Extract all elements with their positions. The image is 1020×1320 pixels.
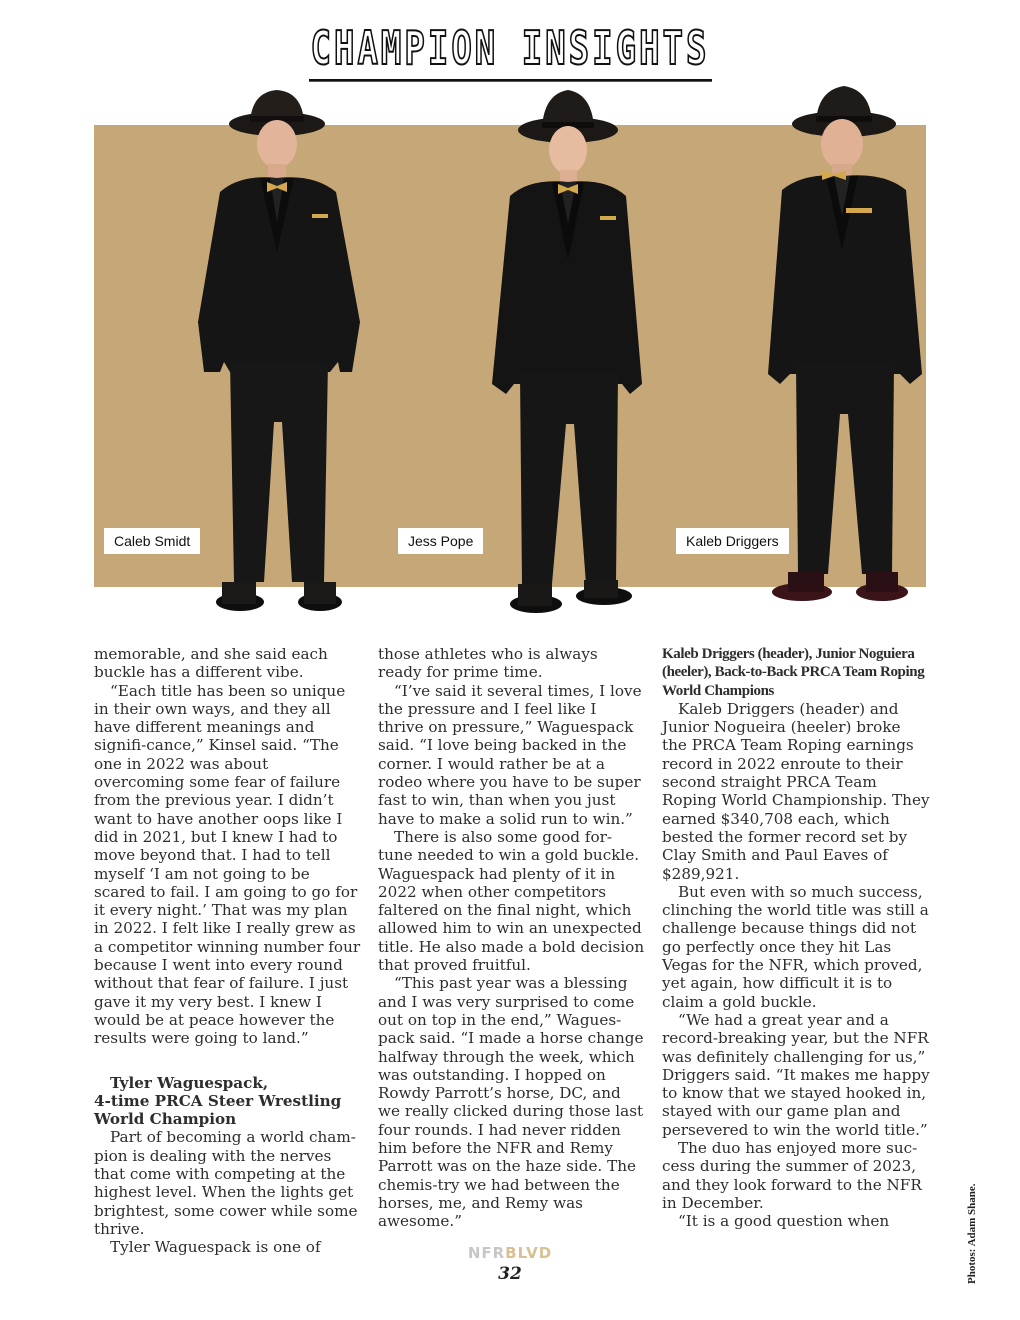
paragraph: memorable, and she said each buckle has a different vibe. [94, 645, 328, 682]
name-label-jess-pope: Jess Pope [398, 528, 483, 554]
paragraph: But even with so much success, clinching the world title was still a challenge because things did not go perfectly once they hit Las Vegas for the NFR, which proved, yet again, how difficult it is to claim a gold buckle. [662, 882, 929, 1011]
name-label-kaleb-driggers: Kaleb Driggers [676, 528, 789, 554]
footer-logo [0, 1244, 1020, 1262]
name-label-caleb-smidt: Caleb Smidt [104, 528, 200, 554]
paragraph: “We had a great year and a record-breaking year, but the NFR was definitely challenging for us,” Driggers said. “It makes me happy to know that we stayed hooked in, stayed with our game plan and persevered to win the world title.” [662, 1010, 930, 1139]
paragraph: The duo has enjoyed more suc-cess during the summer of 2023, and they look forward to the NFR in December. [662, 1139, 922, 1212]
article-column-1 [94, 645, 362, 1257]
paragraph: Kaleb Driggers (header) and Junior Nogueira (heeler) broke the PRCA Team Roping earnings record in 2022 enroute to their second straight PRCA Team Roping World Championship. They earned $340,708 each, which bested the former record set by Clay Smith and Paul Eaves of $289,921. [662, 699, 930, 883]
paragraph: “Each title has been so unique in their own ways, and they all have different meanings and signifi-cance,” Kinsel said. “The one in 2022 was about overcoming some fear of failure from the previous year. I didn’t want to have another oops like I did in 2021, but I knew I had to move beyond that. I had to tell myself ‘I am not going to be scared to fail. I am going to go for it every night.’ That was my plan in 2022. I felt like I really grew as a competitor winning number four because I went into every round without that fear of failure. I just gave it my very best. I knew I would be at peace however the results were going to land.” [94, 681, 361, 1048]
paragraph: “I’ve said it several times, I love the pressure and I feel like I thrive on pressure,” Waguespack said. “I love being backed in the corner. I would rather be at a rodeo where you have to be super fast to win, than when you just have to make a solid run to win.” [378, 681, 642, 828]
article-column-2 [378, 645, 646, 1231]
article-column-3 [662, 645, 930, 1231]
logo-blvd: BLVD [505, 1244, 553, 1262]
photo-credit: Photos: Adam Shane. [966, 1183, 978, 1284]
paragraph: “This past year was a blessing and I was very surprised to come out on top in the end,” Wagues-pack said. “I made a horse change halfway through the week, which was outstanding. I hopped on Rowdy Parrott’s horse, DC, and we really clicked during those last four rounds. I had never ridden him before the NFR and Remy Parrott was on the haze side. The chemis-try we had between the horses, me, and Remy was awesome.” [378, 974, 644, 1231]
cowboy-figure-caleb-smidt [190, 82, 380, 614]
section-heading-line: 4-time PRCA Steer Wrestling World Champion [94, 1091, 342, 1129]
section-heading-line: Tyler Waguespack, [110, 1073, 269, 1092]
section-heading-driggers-nogueira: Kaleb Driggers (header), Junior Noguiera (heeler), Back-to-Back PRCA Team Roping World Champions [662, 646, 925, 699]
section-heading-waguespack [94, 1074, 362, 1129]
logo-nfr: NFR [467, 1244, 506, 1262]
paragraph: Tyler Waguespack is one of [110, 1238, 321, 1257]
paragraph: “It is a good question when [678, 1212, 890, 1231]
paragraph: Part of becoming a world cham-pion is dealing with the nerves that come with competing at the highest level. When the lights get brightest, some cower while some thrive. [94, 1128, 358, 1238]
paragraph: There is also some good for-tune needed to win a gold buckle. Waguespack had plenty of it in 2022 when other competitors faltered on the final night, which allowed him to win an unexpected title. He also made a bold decision that proved fruitful. [378, 827, 645, 975]
cowboy-figure-jess-pope [480, 84, 660, 618]
page-title [0, 22, 1020, 77]
page-title-text: CHAMPION INSIGHTS [309, 22, 712, 81]
paragraph: those athletes who is always ready for prime time. [378, 645, 598, 682]
page-number: 32 [498, 1264, 522, 1284]
